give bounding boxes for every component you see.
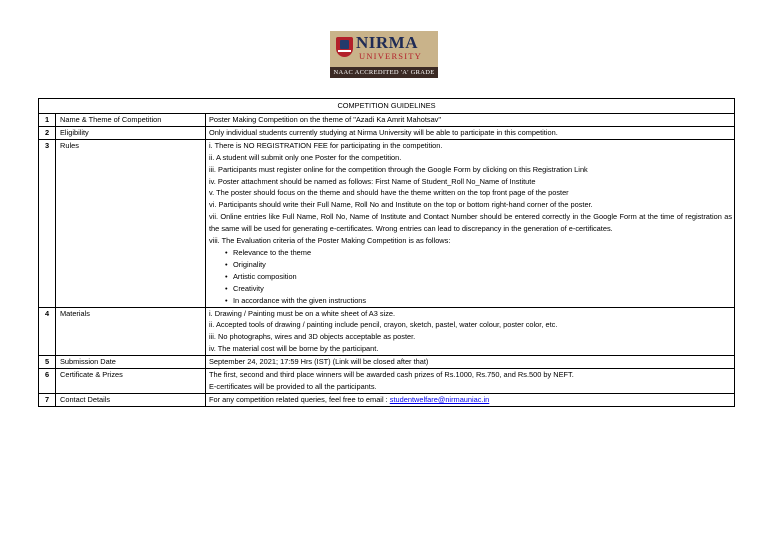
row-label: Eligibility <box>56 126 206 139</box>
rule-item: i. There is NO REGISTRATION FEE for participating in the competition. <box>209 140 443 150</box>
table-row <box>39 126 735 139</box>
row-number: 2 <box>39 126 56 139</box>
logo-name-line2: UNIVERSITY <box>359 51 422 61</box>
row-label: Rules <box>56 139 206 307</box>
logo-name-line1: NIRMA <box>356 33 418 52</box>
row-number: 4 <box>39 307 56 356</box>
rule-item: v. The poster should focus on the theme and should have the theme written on the top front page of the poster <box>209 188 569 198</box>
prize-text: The first, second and third place winners will be awarded cash prizes of Rs.1000, Rs.750, and Rs.500 by NEFT. <box>209 370 574 380</box>
rule-item: iii. Participants must register online for the competition through the Google Form by clicking on this Registration Link <box>209 164 588 174</box>
row-label: Submission Date <box>56 356 206 369</box>
row-label: Contact Details <box>56 393 206 406</box>
competition-guidelines-table <box>38 98 735 407</box>
table-title-row <box>39 99 735 114</box>
material-item: iv. The material cost will be borne by the participant. <box>209 344 379 354</box>
rules-content <box>206 139 735 307</box>
submission-date: September 24, 2021; 17:59 Hrs (IST) (Link will be closed after that) <box>206 356 735 369</box>
list-item: • In accordance with the given instructions <box>233 295 732 307</box>
table-row <box>39 114 735 127</box>
list-item: • Artistic composition <box>233 271 732 283</box>
row-label: Materials <box>56 307 206 356</box>
row-number: 5 <box>39 356 56 369</box>
contact-email-link[interactable]: studentwelfare@nirmauniac.in <box>389 394 490 404</box>
university-crest-icon <box>336 37 353 57</box>
rule-item: vii. Online entries like Full Name, Roll No, Name of Institute and Contact Number should be entered correctly in the Google Form at the time of registration as the same will be used for generating e-certificates. Wrong entries can lead to discrepancy in the generation of e-certificates. <box>209 212 733 234</box>
logo-accreditation: NAAC ACCREDITED 'A' GRADE <box>330 67 438 78</box>
row-number: 1 <box>39 114 56 127</box>
contact-content <box>206 393 735 406</box>
row-number: 6 <box>39 369 56 394</box>
list-item: • Creativity <box>233 283 732 295</box>
contact-prefix: For any competition related queries, feel free to email : <box>209 394 390 404</box>
table-row <box>39 393 735 406</box>
rule-item: ii. A student will submit only one Poster for the competition. <box>209 152 402 162</box>
table-row <box>39 139 735 307</box>
table-row <box>39 356 735 369</box>
table-row <box>39 369 735 394</box>
nirma-university-logo <box>330 31 438 78</box>
prizes-content <box>206 369 735 394</box>
row-label: Certificate & Prizes <box>56 369 206 394</box>
material-item: i. Drawing / Painting must be on a white sheet of A3 size. <box>209 308 396 318</box>
table-title: COMPETITION GUIDELINES <box>39 99 735 114</box>
certificate-text: E-certificates will be provided to all the participants. <box>209 381 377 391</box>
rule-item: iv. Poster attachment should be named as follows: First Name of Student_Roll No_Name of Institute <box>209 176 536 186</box>
row-number: 3 <box>39 139 56 307</box>
eligibility-text: Only individual students currently studying at Nirma University will be able to participate in this competition. <box>206 126 735 139</box>
rule-item: viii. The Evaluation criteria of the Poster Making Competition is as follows: <box>209 236 451 246</box>
table-row <box>39 307 735 356</box>
evaluation-criteria-list <box>209 247 732 307</box>
materials-content <box>206 307 735 356</box>
row-label: Name & Theme of Competition <box>56 114 206 127</box>
competition-theme: Poster Making Competition on the theme of "Azadi Ka Amrit Mahotsav" <box>206 114 735 127</box>
material-item: ii. Accepted tools of drawing / painting include pencil, crayon, sketch, pastel, water colour, poster color, etc. <box>209 320 558 330</box>
list-item: • Originality <box>233 259 732 271</box>
material-item: iii. No photographs, wires and 3D objects acceptable as poster. <box>209 332 416 342</box>
rule-item: vi. Participants should write their Full Name, Roll No and Institute on the top or bottom right-hand corner of the poster. <box>209 200 593 210</box>
row-number: 7 <box>39 393 56 406</box>
list-item: • Relevance to the theme <box>233 247 732 259</box>
